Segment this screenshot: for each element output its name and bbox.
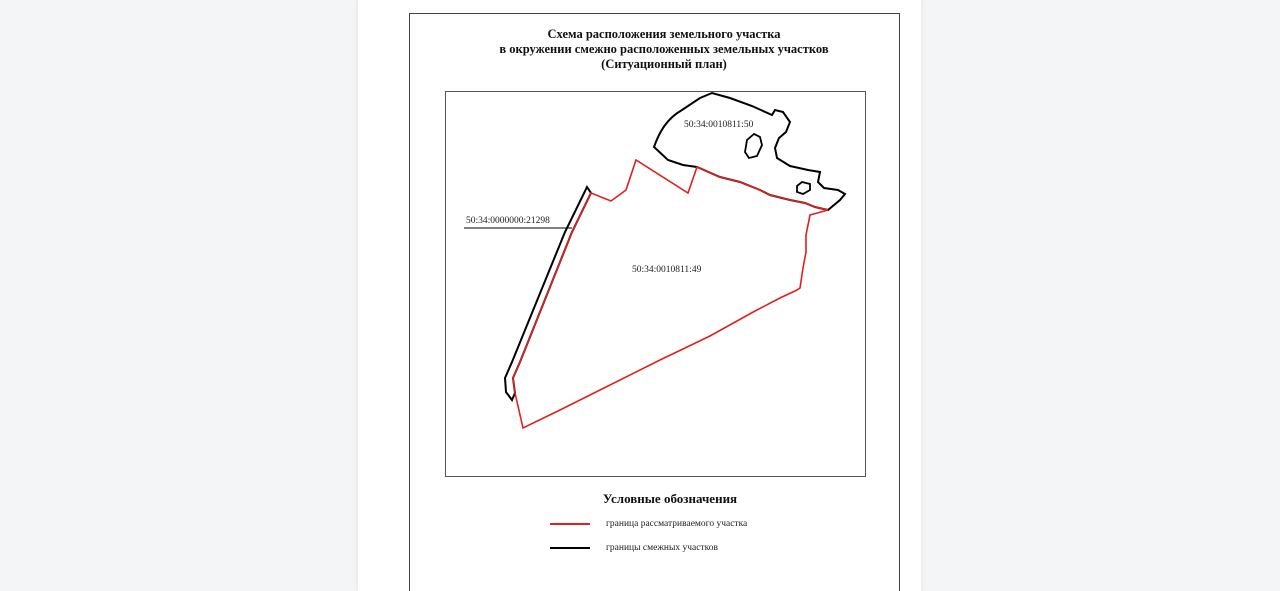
legend-red-line-swatch [550,523,590,525]
title-line-3: (Ситуационный план) [601,57,727,71]
title-line-2: в окружении смежно расположенных земельных участков [499,42,829,56]
adjacent-parcel-top-boundary [654,93,845,210]
legend-label-adjacent: границы смежных участков [606,543,718,553]
parcel-label-subject: 50:34:0010811:49 [632,265,702,275]
adjacent-parcel-inner-hole-2 [797,182,810,194]
parcel-label-left: 50:34:0000000:21298 [466,216,550,226]
subject-parcel-boundary [513,160,828,428]
legend-title: Условные обозначения [602,491,738,506]
legend-item-adjacent [550,541,718,555]
legend-item-subject [550,517,747,531]
legend-black-line-swatch [550,547,590,549]
legend-label-subject: граница рассматриваемого участка [606,519,748,529]
adjacent-parcel-inner-hole-1 [745,134,762,158]
title-line-1: Схема расположения земельного участка [547,27,781,41]
parcel-label-top: 50:34:0010811:50 [684,120,754,130]
